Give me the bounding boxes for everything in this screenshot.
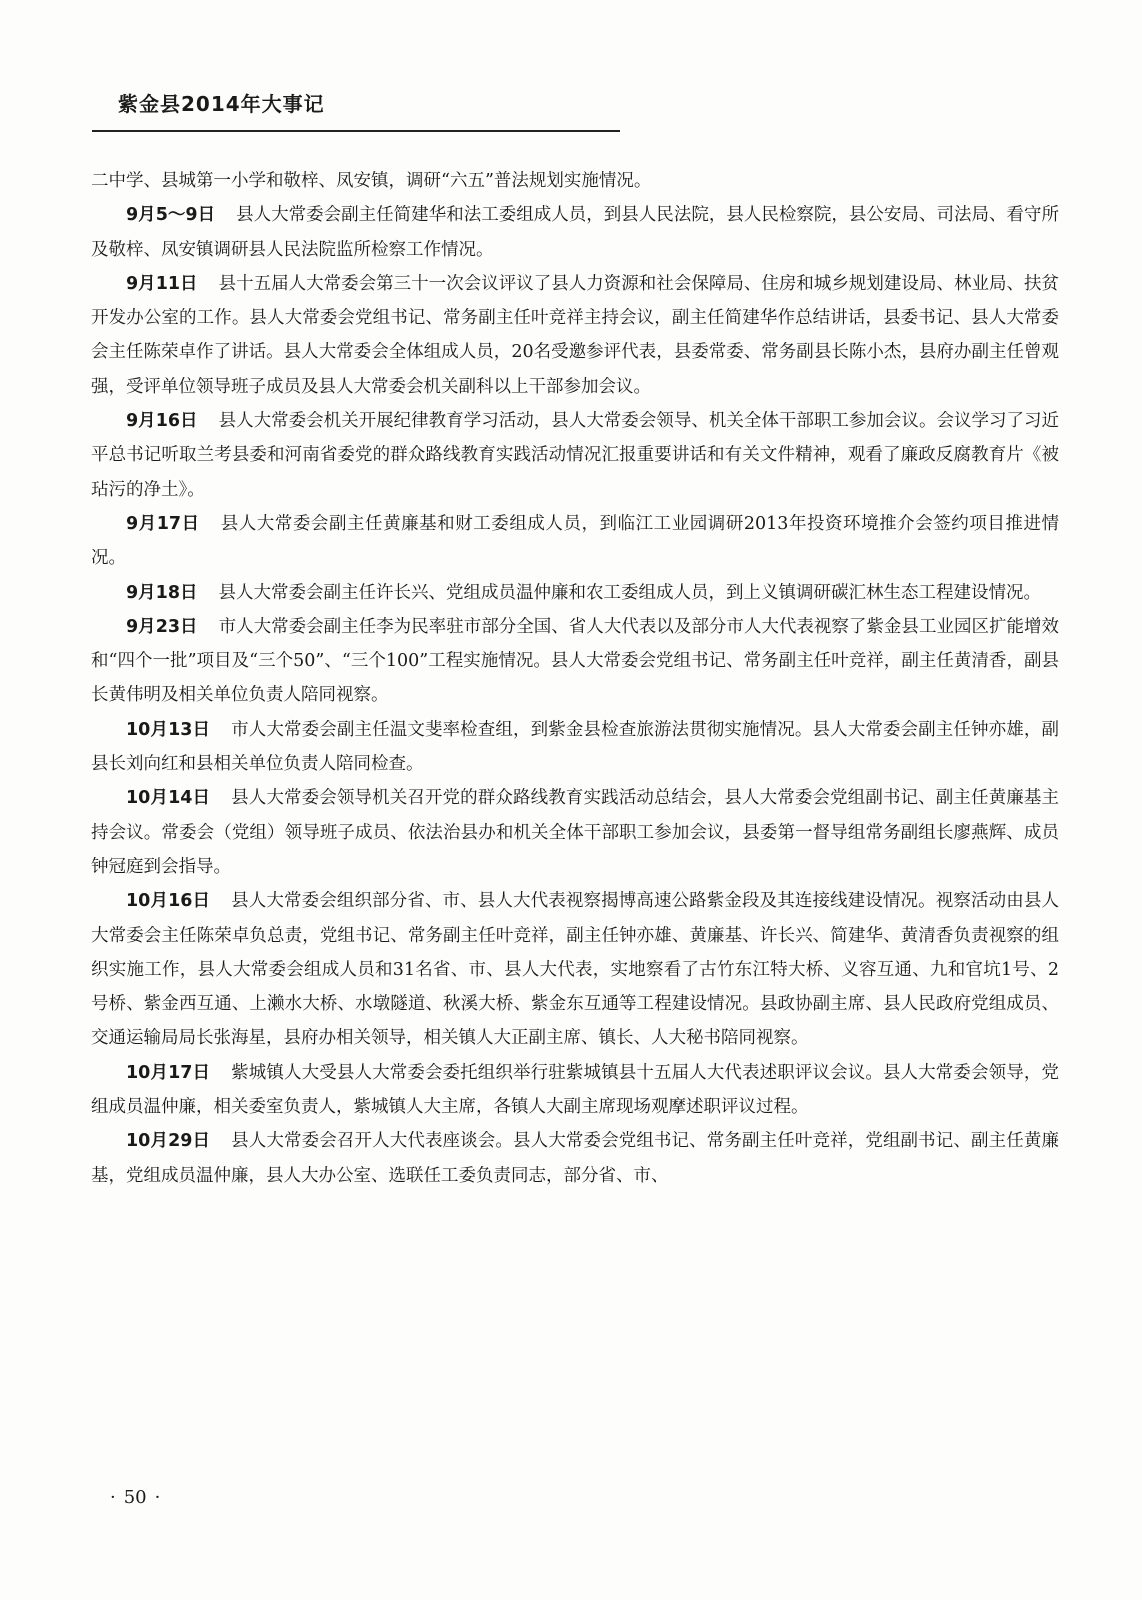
entry-paragraph: [91, 1124, 1059, 1193]
entry-text: 县人大常委会副主任黄廉基和财工委组成人员，到临江工业园调研2013年投资环境推介会签约项目推进情况。: [91, 513, 1059, 569]
entry-paragraph: [91, 1056, 1059, 1125]
entry-paragraph: [91, 781, 1059, 884]
entry-date: 10月29日: [126, 1131, 211, 1152]
entry-text: 市人大常委会副主任温文斐率检查组，到紫金县检查旅游法贯彻实施情况。县人大常委会副主任钟亦雄，副县长刘向红和县相关单位负责人陪同检查。: [91, 719, 1059, 775]
entry-text: 市人大常委会副主任李为民率驻市部分全国、省人大代表以及部分市人大代表视察了紫金县工业园区扩能增效和“四个一批”项目及“三个50”、“三个100”工程实施情况。县人大常委会党组书记、常务副主任叶竞祥，副主任黄清香，副县长黄伟明及相关单位负责人陪同视察。: [91, 616, 1060, 706]
document-body: [91, 164, 1059, 1193]
continuation-paragraph: 二中学、县城第一小学和敬梓、凤安镇，调研“六五”普法规划实施情况。: [91, 171, 652, 191]
entry-text: 县人大常委会组织部分省、市、县人大代表视察揭博高速公路紫金段及其连接线建设情况。视察活动由县人大常委会主任陈荣卓负总责，党组书记、常务副主任叶竞祥，副主任钟亦雄、黄廉基、许长兴、简建华、黄清香负责视察的组织实施工作，县人大常委会组成人员和31名省、市、县人大代表，实地察看了古竹东江特大桥、义容互通、九和官坑1号、2号桥、紫金西互通、上濑水大桥、水墩隧道、秋溪大桥、紫金东互通等工程建设情况。县政协副主席、县人民政府党组成员、交通运输局局长张海星，县府办相关领导，相关镇人大正副主席、镇长、人大秘书陪同视察。: [91, 891, 1059, 1049]
entry-date: 9月16日: [126, 411, 198, 432]
entry-paragraph: [91, 267, 1059, 404]
entry-paragraph: [91, 198, 1059, 267]
entry-date: 9月11日: [126, 273, 198, 294]
entry-date: 9月17日: [126, 513, 200, 534]
entry-date: 9月23日: [126, 616, 198, 637]
entry-date: 10月17日: [126, 1062, 211, 1083]
entry-date: 10月13日: [126, 719, 211, 740]
entry-date: 9月5～9日: [126, 205, 216, 226]
entry-text: 紫城镇人大受县人大常委会委托组织举行驻紫城镇县十五届人大代表述职评议会议。县人大常委会领导，党组成员温仲廉，相关委室负责人，紫城镇人大主席，各镇人大副主席现场观摩述职评议过程。: [91, 1062, 1059, 1118]
entry-text: 县人大常委会机关开展纪律教育学习活动，县人大常委会领导、机关全体干部职工参加会议。会议学习了习近平总书记听取兰考县委和河南省委党的群众路线教育实践活动情况汇报重要讲话和有关文件精神，观看了廉政反腐教育片《被玷污的净土》。: [91, 411, 1060, 500]
entry-paragraph: [91, 404, 1059, 507]
header-rule: [92, 130, 620, 132]
entry-text: 县人大常委会召开人大代表座谈会。县人大常委会党组书记、常务副主任叶竞祥，党组副书记、副主任黄廉基，党组成员温仲廉，县人大办公室、选联任工委负责同志，部分省、市、: [91, 1131, 1059, 1186]
entry-date: 10月14日: [126, 788, 211, 809]
page-number: · 50 ·: [110, 1487, 161, 1508]
entry-text: 县人大常委会副主任许长兴、党组成员温仲廉和农工委组成人员，到上义镇调研碳汇林生态工程建设情况。: [218, 582, 1042, 603]
entry-paragraph: [91, 884, 1059, 1055]
entry-text: 县人大常委会领导机关召开党的群众路线教育实践活动总结会，县人大常委会党组副书记、副主任黄廉基主持会议。常委会（党组）领导班子成员、依法治县办和机关全体干部职工参加会议，县委第一督导组常务副组长廖燕辉、成员钟冠庭到会指导。: [91, 788, 1059, 877]
running-header-title: 紫金县2014年大事记: [118, 92, 325, 116]
entry-paragraph: [91, 713, 1059, 782]
entry-paragraph: [91, 507, 1059, 576]
entry-paragraph: [91, 610, 1059, 713]
entry-text: 县十五届人大常委会第三十一次会议评议了县人力资源和社会保障局、住房和城乡规划建设局、林业局、扶贫开发办公室的工作。县人大常委会党组书记、常务副主任叶竞祥主持会议，副主任简建华作总结讲话，县委书记、县人大常委会主任陈荣卓作了讲话。县人大常委会全体组成人员，20名受邀参评代表，县委常委、常务副县长陈小杰，县府办副主任曾观强，受评单位领导班子成员及县人大常委会机关副科以上干部参加会议。: [91, 273, 1060, 397]
entry-date: 9月18日: [126, 582, 198, 603]
entry-paragraph: [91, 576, 1059, 610]
page-number-value: 50: [123, 1487, 147, 1508]
entry-date: 10月16日: [126, 891, 211, 912]
entry-text: 县人大常委会副主任简建华和法工委组成人员，到县人民法院，县人民检察院，县公安局、司法局、看守所及敬梓、凤安镇调研县人民法院监所检察工作情况。: [91, 205, 1060, 260]
